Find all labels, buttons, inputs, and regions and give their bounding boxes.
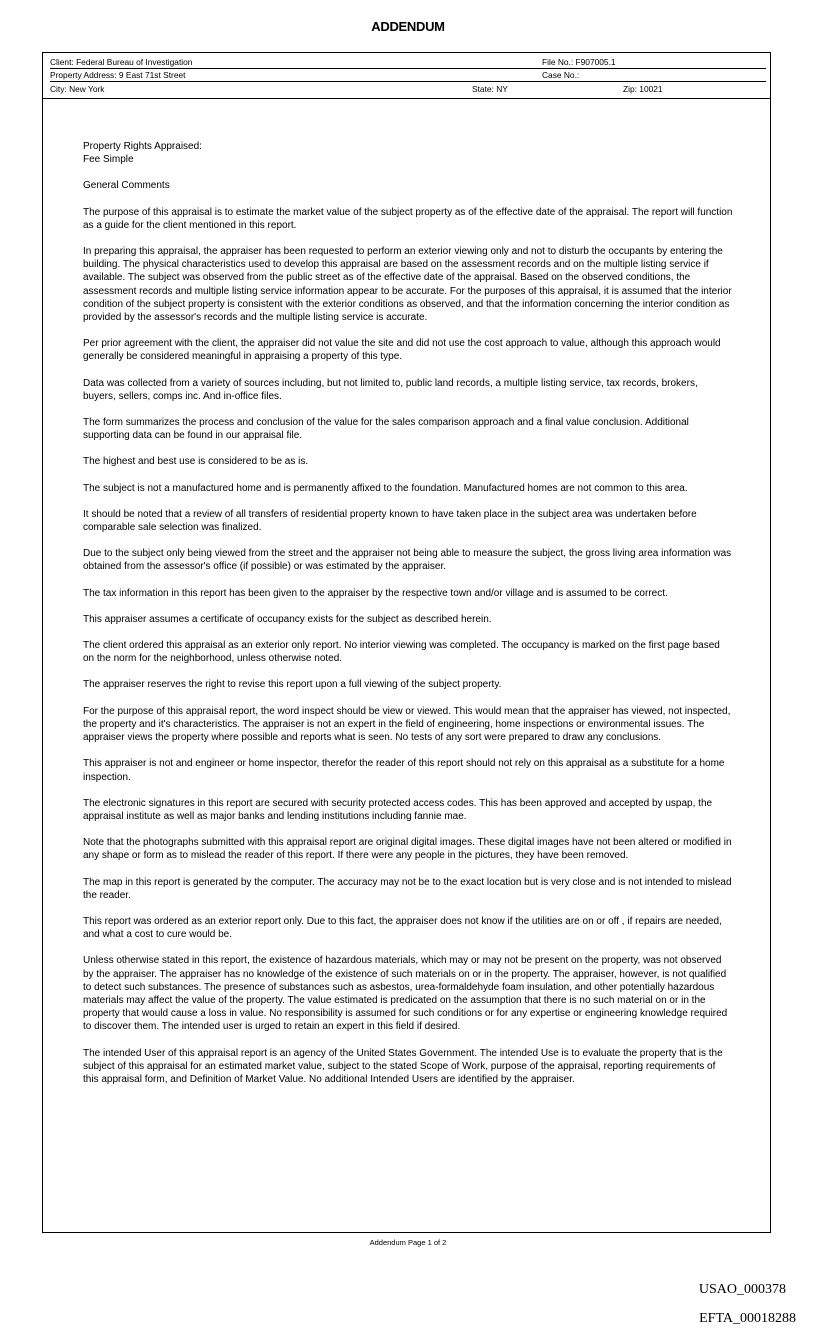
case-no-field: Case No.: bbox=[542, 70, 580, 80]
paragraph: This report was ordered as an exterior report only. Due to this fact, the appraiser does not know if the utilities are on or off , if repairs are needed, and what a cost to cure would be. bbox=[83, 915, 722, 941]
header-row-city bbox=[50, 83, 766, 95]
paragraph: The electronic signatures in this report are secured with security protected access codes. This has been approved and accepted by uspap, the appraisal institute as well as major banks and lending institutions including fannie mae. bbox=[83, 797, 713, 822]
paragraph: The form summarizes the process and conclusion of the value for the sales comparison approach and a final value conclusion. Additional supporting data can be found in our appraisal file. bbox=[83, 417, 689, 442]
paragraph: Unless otherwise stated in this report, the existence of hazardous materials, which may or may not be present on the property, was not observed by the appraiser. The appraiser has no knowledge of the existence of such materials on or in the property. The appraiser, however, is not qualified to detect such substances. The presence of substances such as asbestos, urea-formaldehyde foam insulation, and other potentially hazardous materials may affect the value of the property. The value estimated is predicated on the assumption that there is no such material on or in the property that would cause a loss in value. No responsibility is assumed for such conditions or for any expertise or engineering knowledge required to discover them. The intended user is urged to retain an expert in this field if desired. bbox=[83, 955, 728, 1033]
paragraph: Data was collected from a variety of sources including, but not limited to, public land records, a multiple listing service, tax records, brokers, buyers, sellers, comps inc. And in-office files. bbox=[83, 377, 698, 402]
paragraph: The appraiser reserves the right to revise this report upon a full viewing of the subject property. bbox=[83, 679, 502, 691]
header-row-address bbox=[50, 69, 766, 82]
header-row-client bbox=[50, 56, 766, 69]
page-title: ADDENDUM bbox=[371, 19, 445, 34]
paragraph: Note that the photographs submitted with this appraisal report are original digital images. These digital images have not been altered or modified in any shape or form as to mislead the reader of this report. If there were any people in the pictures, they have been removed. bbox=[83, 837, 732, 862]
paragraph: This appraiser assumes a certificate of occupancy exists for the subject as described herein. bbox=[83, 613, 492, 625]
client-field: Client: Federal Bureau of Investigation bbox=[50, 57, 193, 67]
addendum-frame bbox=[42, 52, 771, 1233]
paragraph: Due to the subject only being viewed from the street and the appraiser not being able to measure the subject, the gross living area information was obtained from the assessor's office (if possible) or was estimated by the appraiser. bbox=[83, 548, 732, 573]
property-rights-label: Property Rights Appraised: bbox=[83, 141, 202, 152]
paragraph: In preparing this appraisal, the appraiser has been requested to perform an exterior viewing only and not to disturb the occupants by entering the building. The physical characteristics used to develop this appraisal are based on the assessment records and on the multiple listing service if available. The subject was observed from the public street as of the effective date of the appraisal. Based on the observed conditions, the assessment records and multiple listing service information appear to be accurate. For the purposes of this appraisal, it is assumed that the interior condition of the subject property is consistent with the exterior conditions as observed, and that the information concerning the interior condition as provided by the assessor's records and the multiple listing service is accurate. bbox=[83, 246, 732, 324]
bates-stamp-efta: EFTA_00018288 bbox=[699, 1311, 796, 1326]
property-rights bbox=[83, 140, 733, 166]
city-field: City: New York bbox=[50, 84, 105, 94]
paragraph: For the purpose of this appraisal report, the word inspect should be view or viewed. This would mean that the appraiser has viewed, not inspected, the property and it's characteristics. The appraiser is not an expert in the field of engineering, home inspections or environmental issues. The appraiser views the property where possible and reports what is seen. No tests of any sort were prepared to draw any conclusions. bbox=[83, 705, 731, 744]
paragraph: It should be noted that a review of all transfers of residential property known to have taken place in the subject area was undertaken before comparable sale selection was finalized. bbox=[83, 508, 697, 534]
paragraph: Per prior agreement with the client, the appraiser did not value the site and did not use the cost approach to value, although this approach would generally be considered meaningful in appraising a property of this type. bbox=[83, 338, 721, 363]
paragraph: The tax information in this report has been given to the appraiser by the respective town and/or village and is assumed to be correct. bbox=[83, 587, 668, 599]
paragraph: The purpose of this appraisal is to estimate the market value of the subject property as of the effective date of the appraisal. The report will function as a guide for the client mentioned in this report. bbox=[83, 206, 733, 231]
zip-field: Zip: 10021 bbox=[623, 84, 663, 94]
paragraph: The client ordered this appraisal as an exterior only report. No interior viewing was completed. The occupancy is marked on the first page based on the norm for the neighborhood, unless otherwise noted. bbox=[83, 640, 720, 665]
addendum-body bbox=[83, 140, 733, 1099]
header-block bbox=[43, 53, 770, 99]
file-no-field: File No.: F907005.1 bbox=[542, 57, 616, 67]
property-rights-value: Fee Simple bbox=[83, 154, 134, 166]
paragraph: The intended User of this appraisal report is an agency of the United States Government. The intended Use is to evaluate the property that is the subject of this appraisal for an estimated market value, subject to the stated Scope of Work, purpose of the appraisal, reporting requirements of this appraisal form, and Definition of Market Value. No additional Intended Users are identified by the appraiser. bbox=[83, 1047, 723, 1085]
paragraph: The subject is not a manufactured home and is permanently affixed to the foundation. Manufactured homes are not common to this area. bbox=[83, 482, 688, 494]
state-field: State: NY bbox=[472, 84, 508, 94]
general-comments-heading: General Comments bbox=[83, 180, 170, 192]
paragraph: The highest and best use is considered to be as is. bbox=[83, 456, 309, 468]
paragraph: The map in this report is generated by the computer. The accuracy may not be to the exact location but is very close and is not intended to mislead the reader. bbox=[83, 876, 732, 901]
property-address-field: Property Address: 9 East 71st Street bbox=[50, 70, 186, 80]
bates-stamp-usao: USAO_000378 bbox=[698, 1282, 786, 1297]
paragraph: This appraiser is not and engineer or home inspector, therefor the reader of this report should not rely on this appraisal as a substitute for a home inspection. bbox=[83, 758, 725, 783]
page-footer: Addendum Page 1 of 2 bbox=[369, 1238, 447, 1247]
